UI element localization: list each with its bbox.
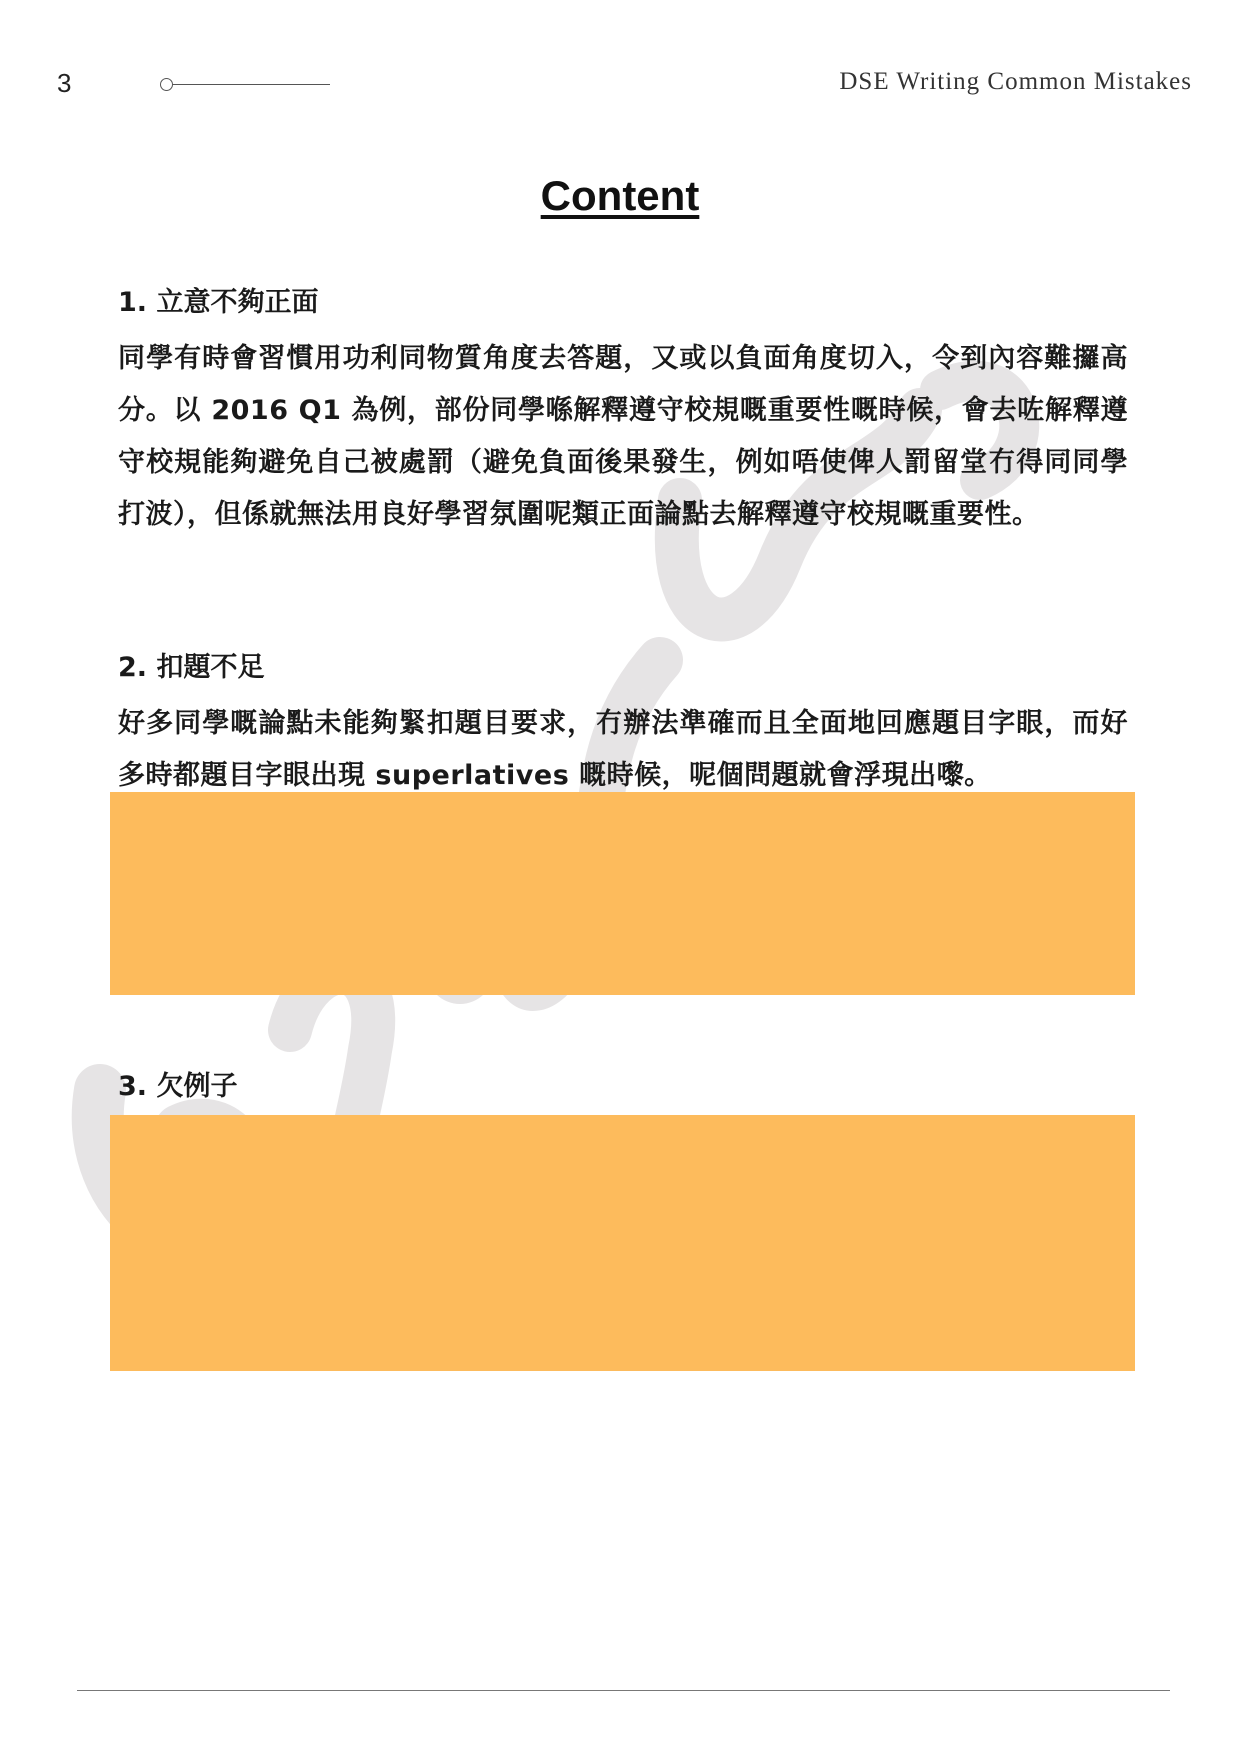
section-2 bbox=[118, 645, 1128, 802]
section-3 bbox=[118, 1064, 1128, 1117]
section-body: 同學有時會習慣用功利同物質角度去答題，又或以負面角度切入，令到內容難攞高分。以 2016 Q1 為例，部份同學喺解釋遵守校規嘅重要性嘅時候，會去咗解釋遵守校規能夠避免自己被處罰（避免負面後果發生，例如唔使俾人罰留堂冇得同同學打波），但係就無法用良好學習氛圍呢類正面論點去解釋遵守校規嘅重要性。 bbox=[118, 343, 1128, 530]
header-title: DSE Writing Common Mistakes bbox=[839, 68, 1192, 95]
header-circle-icon bbox=[160, 78, 173, 91]
header-divider bbox=[162, 84, 330, 85]
section-body: 好多同學嘅論點未能夠緊扣題目要求，冇辦法準確而且全面地回應題目字眼，而好多時都題目字眼出現 superlatives 嘅時候，呢個問題就會浮現出嚟。 bbox=[118, 708, 1128, 791]
footer-divider bbox=[77, 1690, 1170, 1691]
page-heading: Content bbox=[540, 172, 700, 219]
redacted-block bbox=[110, 1115, 1135, 1371]
section-title: 1. 立意不夠正面 bbox=[118, 287, 319, 318]
section-title: 3. 欠例子 bbox=[118, 1071, 238, 1102]
section-title: 2. 扣題不足 bbox=[118, 652, 265, 683]
redacted-block bbox=[110, 792, 1135, 995]
section-1 bbox=[118, 280, 1128, 541]
page-number: 3 bbox=[57, 68, 72, 98]
